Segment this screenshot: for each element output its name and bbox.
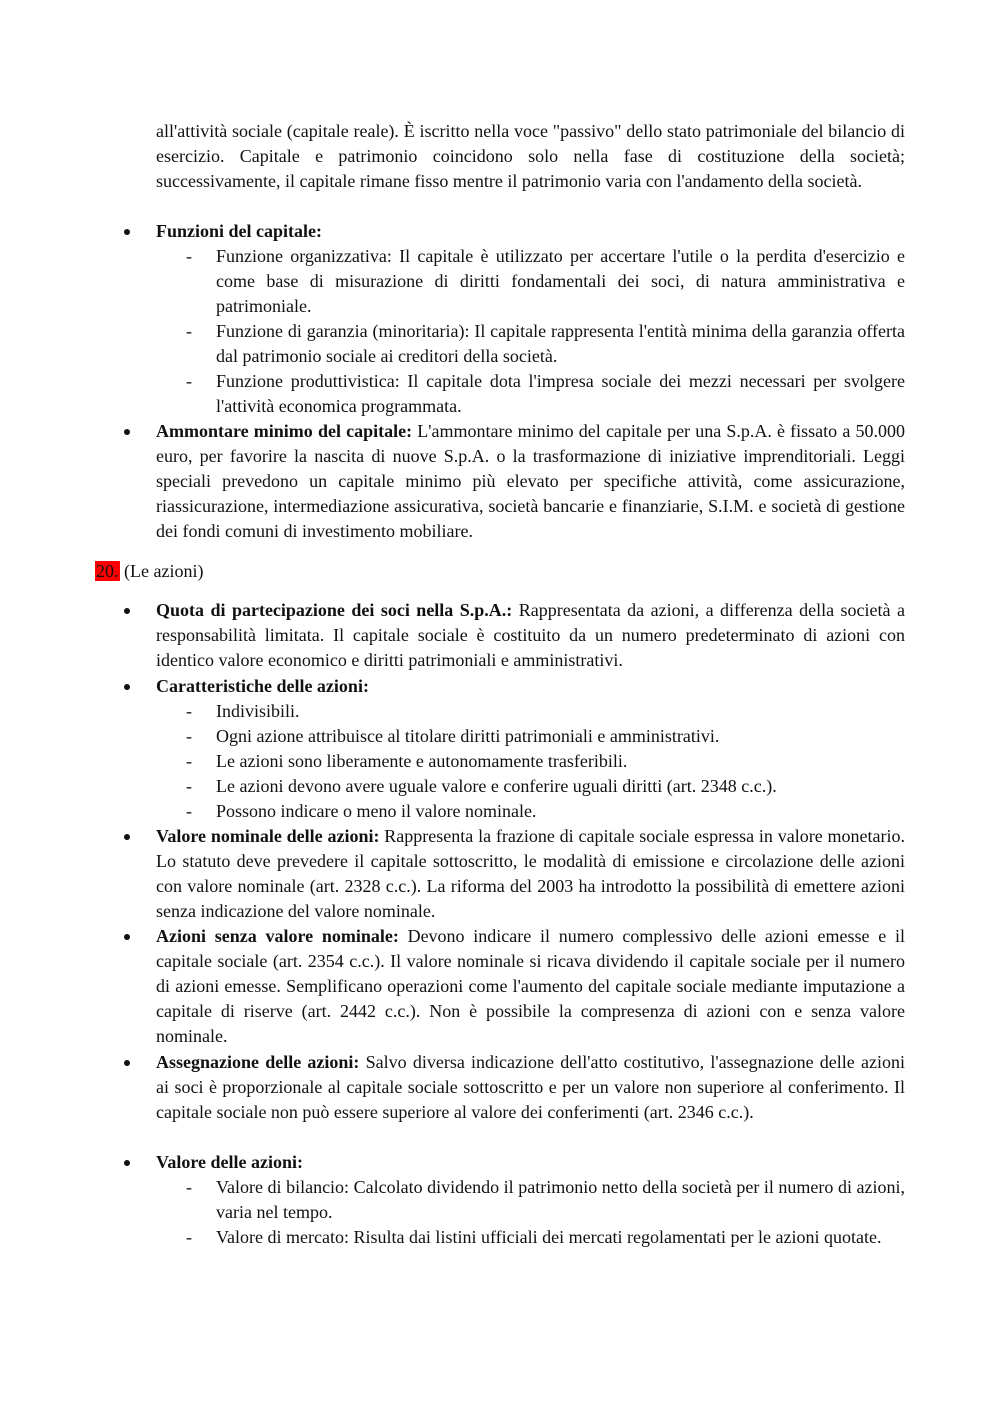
caratteristiche-item: Possono indicare o meno il valore nominale.: [216, 801, 537, 821]
dash-marker: -: [186, 801, 192, 821]
bullet-funzioni-title: [156, 219, 905, 244]
dash-marker: -: [186, 701, 192, 721]
section-heading: [95, 559, 203, 584]
bullet-dot: [124, 1060, 130, 1066]
bullet-valore-nominale: [156, 824, 905, 924]
bullet-valore-azioni-title: [156, 1150, 905, 1175]
caratteristiche-item: Indivisibili.: [216, 701, 300, 721]
funzioni-title: Funzioni del capitale:: [156, 221, 322, 241]
bullet-quota: [156, 598, 905, 673]
dash-marker: -: [186, 1227, 192, 1247]
caratteristiche-item: Ogni azione attribuisce al titolare diritti patrimoniali e amministrativi.: [216, 726, 720, 746]
caratteristiche-title: Caratteristiche delle azioni:: [156, 676, 369, 696]
assegnazione-text: Salvo diversa indicazione dell'atto costitutivo, l'assegnazione delle azioni ai soci è proporzionale al capitale sociale sottoscritto e per un valore non superiore al conferimento. Il capitale sociale non può essere superiore al valore dei conferimenti (art. 2346 c.c.).: [156, 1052, 905, 1122]
bullet-ammontare: [156, 419, 905, 544]
section-number: 20.: [96, 561, 119, 581]
quota-text: Rappresentata da azioni, a differenza della società a responsabilità limitata. Il capitale sociale è costituito da un numero predeterminato di azioni con identico valore economico e diritti patrimoniali e amministrativi.: [156, 600, 905, 670]
valore-azioni-item: Valore di bilancio: Calcolato dividendo il patrimonio netto della società per il numero di azioni, varia nel tempo.: [216, 1177, 905, 1222]
quota-title: Quota di partecipazione dei soci nella S.p.A.:: [156, 600, 513, 620]
valore-azioni-item: Valore di mercato: Risulta dai listini ufficiali dei mercati regolamentati per le azioni quotate.: [216, 1227, 882, 1247]
bullet-dot: [124, 934, 130, 940]
bullet-caratteristiche-title: [156, 674, 905, 699]
section-title: (Le azioni): [119, 561, 204, 581]
funzioni-item: Funzione produttivistica: Il capitale dota l'impresa sociale dei mezzi necessari per svolgere l'attività economica programmata.: [216, 371, 905, 416]
valore-azioni-title: Valore delle azioni:: [156, 1152, 303, 1172]
ammontare-title: Ammontare minimo del capitale:: [156, 421, 413, 441]
valore-nominale-text: Rappresenta la frazione di capitale sociale espressa in valore monetario. Lo statuto deve prevedere il capitale sottoscritto, le modalità di emissione e circolazione delle azioni con valore nominale (art. 2328 c.c.). La riforma del 2003 ha introdotto la possibilità di emettere azioni senza indicazione del valore nominale.: [156, 826, 905, 921]
bullet-dot: [124, 684, 130, 690]
caratteristiche-item: Le azioni devono avere uguale valore e conferire uguali diritti (art. 2348 c.c.).: [216, 776, 777, 796]
dash-marker: -: [186, 371, 192, 391]
bullet-dot: [124, 1160, 130, 1166]
dash-marker: -: [186, 246, 192, 266]
bullet-assegnazione: [156, 1050, 905, 1125]
dash-marker: -: [186, 321, 192, 341]
bullet-dot: [124, 229, 130, 235]
caratteristiche-item: Le azioni sono liberamente e autonomamente trasferibili.: [216, 751, 628, 771]
intro-paragraph: all'attività sociale (capitale reale). È iscritto nella voce "passivo" dello stato patrimoniale del bilancio di esercizio. Capitale e patrimonio coincidono solo nella fase di costituzione della società; successivamente, il capitale rimane fisso mentre il patrimonio varia con l'andamento della società.: [156, 121, 905, 191]
dash-marker: -: [186, 1177, 192, 1197]
funzioni-item: Funzione organizzativa: Il capitale è utilizzato per accertare l'utile o la perdita d'esercizio e come base di misurazione di diritti fondamentali dei soci, di natura amministrativa e patrimoniale.: [216, 246, 905, 316]
senza-valore-text: Devono indicare il numero complessivo delle azioni emesse e il capitale sociale (art. 2354 c.c.). Il valore nominale si ricava dividendo il capitale sociale per il numero di azioni emesse. Semplificano operazioni come l'aumento del capitale sociale mediante imputazione a capitale di riserve (art. 2442 c.c.). Non è possibile la compresenza di azioni con e senza valore nominale.: [156, 926, 905, 1046]
dash-marker: -: [186, 751, 192, 771]
valore-nominale-title: Valore nominale delle azioni:: [156, 826, 380, 846]
bullet-dot: [124, 608, 130, 614]
senza-valore-title: Azioni senza valore nominale:: [156, 926, 399, 946]
bullet-senza-valore: [156, 924, 905, 1049]
bullet-dot: [124, 429, 130, 435]
ammontare-text: L'ammontare minimo del capitale per una S.p.A. è fissato a 50.000 euro, per favorire la nascita di nuove S.p.A. o la trasformazione di iniziative imprenditoriali. Leggi speciali prevedono un capitale minimo più elevato per specifiche attività, come assicurazione, riassicurazione, intermediazione assicurativa, società bancarie e finanziarie, S.I.M. e società di gestione dei fondi comuni di investimento mobiliare.: [156, 421, 905, 541]
assegnazione-title: Assegnazione delle azioni:: [156, 1052, 360, 1072]
funzioni-item: Funzione di garanzia (minoritaria): Il capitale rappresenta l'entità minima della garanzia offerta dal patrimonio sociale ai creditori della società.: [216, 321, 905, 366]
dash-marker: -: [186, 776, 192, 796]
dash-marker: -: [186, 726, 192, 746]
bullet-dot: [124, 834, 130, 840]
